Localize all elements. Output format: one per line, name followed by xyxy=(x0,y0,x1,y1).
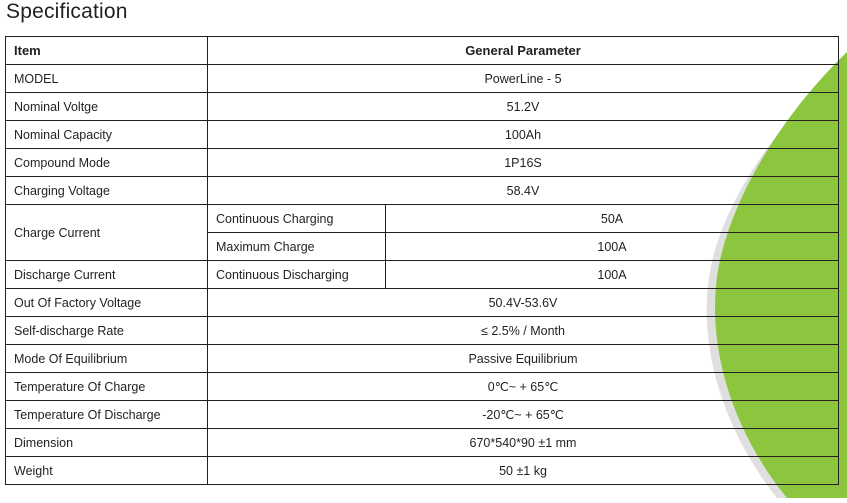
row-value: 50A xyxy=(386,205,839,233)
column-header-item: Item xyxy=(6,37,208,65)
row-item-label: Nominal Capacity xyxy=(6,121,208,149)
row-value: 670*540*90 ±1 mm xyxy=(208,429,839,457)
row-value: -20℃~ + 65℃ xyxy=(208,401,839,429)
table-row xyxy=(6,65,839,93)
row-item-label: Charging Voltage xyxy=(6,177,208,205)
row-sub-label: Continuous Charging xyxy=(208,205,386,233)
row-item-label: Out Of Factory Voltage xyxy=(6,289,208,317)
row-item-label: Temperature Of Discharge xyxy=(6,401,208,429)
table-row xyxy=(6,205,839,233)
table-row xyxy=(6,261,839,289)
row-item-label: Mode Of Equilibrium xyxy=(6,345,208,373)
table-row xyxy=(6,177,839,205)
row-sub-label: Maximum Charge xyxy=(208,233,386,261)
row-value: Passive Equilibrium xyxy=(208,345,839,373)
row-value: PowerLine - 5 xyxy=(208,65,839,93)
table-row xyxy=(6,345,839,373)
table-header-row xyxy=(6,37,839,65)
page-title: Specification xyxy=(6,0,128,23)
row-value: 50 ±1 kg xyxy=(208,457,839,485)
column-header-general-parameter: General Parameter xyxy=(208,37,839,65)
row-item-label: Compound Mode xyxy=(6,149,208,177)
row-item-label: Weight xyxy=(6,457,208,485)
table-row xyxy=(6,317,839,345)
table-row xyxy=(6,93,839,121)
table-row xyxy=(6,457,839,485)
table-row xyxy=(6,289,839,317)
row-item-label: Temperature Of Charge xyxy=(6,373,208,401)
row-value: 1P16S xyxy=(208,149,839,177)
row-value: ≤ 2.5% / Month xyxy=(208,317,839,345)
row-value: 58.4V xyxy=(208,177,839,205)
row-value: 100A xyxy=(386,261,839,289)
row-value: 51.2V xyxy=(208,93,839,121)
table-row xyxy=(6,429,839,457)
row-value: 0℃~ + 65℃ xyxy=(208,373,839,401)
row-item-label: MODEL xyxy=(6,65,208,93)
specification-table xyxy=(5,36,839,485)
row-value: 100Ah xyxy=(208,121,839,149)
row-item-label: Charge Current xyxy=(6,205,208,261)
row-item-label: Discharge Current xyxy=(6,261,208,289)
row-sub-label: Continuous Discharging xyxy=(208,261,386,289)
row-item-label: Nominal Voltge xyxy=(6,93,208,121)
table-row xyxy=(6,401,839,429)
table-row xyxy=(6,373,839,401)
row-value: 50.4V-53.6V xyxy=(208,289,839,317)
table-row xyxy=(6,121,839,149)
row-item-label: Dimension xyxy=(6,429,208,457)
row-value: 100A xyxy=(386,233,839,261)
table-row xyxy=(6,149,839,177)
row-item-label: Self-discharge Rate xyxy=(6,317,208,345)
